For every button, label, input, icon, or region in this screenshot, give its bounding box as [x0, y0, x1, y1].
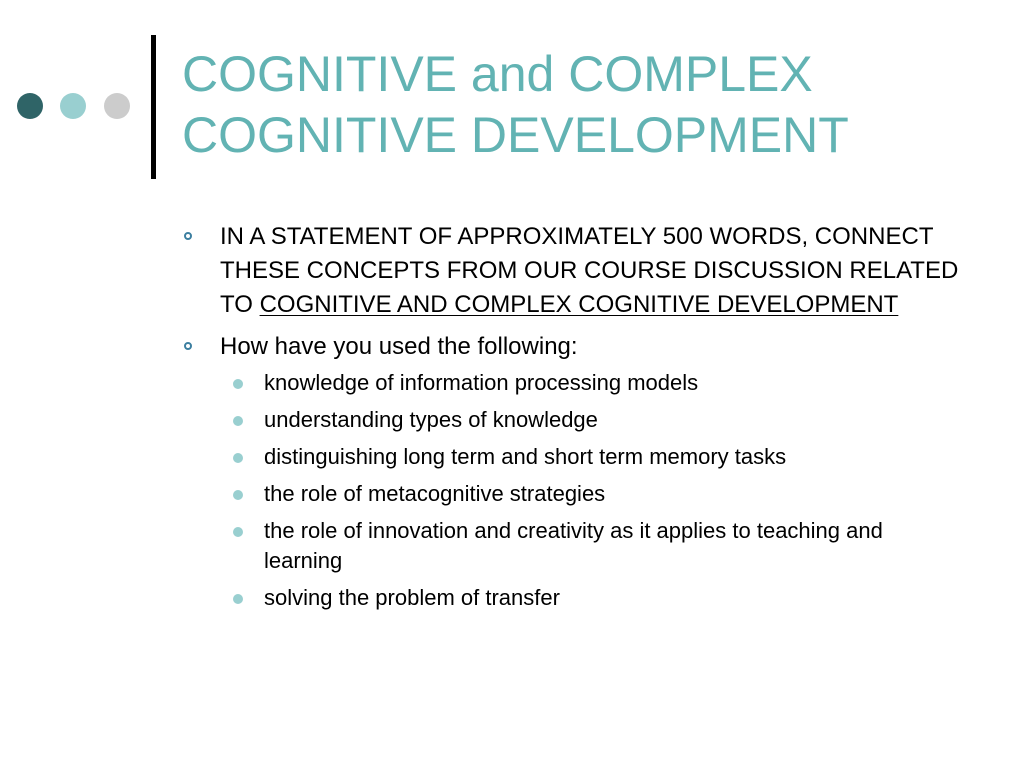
sub-bullet-text: understanding types of knowledge: [264, 407, 598, 432]
bullet-text: IN A STATEMENT OF APPROXIMATELY 500 WORDS, CONNECT THESE CONCEPTS FROM OUR COURSE DISCUSSION RELATED TO: [220, 223, 959, 318]
dot-bullet-icon: [233, 490, 243, 500]
dot-bullet-icon: [233, 379, 243, 389]
dot-bullet-icon: [233, 527, 243, 537]
grey-dot-icon: [104, 93, 130, 119]
sub-bullet-item: [182, 479, 962, 509]
sub-bullet-item: [182, 583, 962, 613]
sub-bullet-item: [182, 405, 962, 435]
bullet-text: How have you used the following:: [220, 333, 578, 360]
light-teal-dot-icon: [60, 93, 86, 119]
bullet-item: [182, 330, 962, 364]
title-divider: [151, 35, 156, 179]
sub-bullet-list: [182, 368, 962, 613]
sub-bullet-item: [182, 442, 962, 472]
dot-bullet-icon: [233, 453, 243, 463]
ring-bullet-icon: [184, 232, 192, 240]
sub-bullet-text: solving the problem of transfer: [264, 585, 560, 610]
slide-title-line-1: COGNITIVE and COMPLEX: [182, 46, 813, 102]
bullet-underlined-text: COGNITIVE AND COMPLEX COGNITIVE DEVELOPMENT: [259, 291, 899, 318]
slide-title: [182, 44, 1002, 166]
ring-bullet-icon: [184, 342, 192, 350]
sub-bullet-text: the role of metacognitive strategies: [264, 481, 606, 506]
sub-bullet-item: [182, 368, 962, 398]
slide-content: [182, 220, 962, 620]
dark-teal-dot-icon: [17, 93, 43, 119]
sub-bullet-text: distinguishing long term and short term memory tasks: [264, 444, 787, 469]
dot-bullet-icon: [233, 416, 243, 426]
sub-bullet-item: [182, 516, 962, 576]
sub-bullet-text: knowledge of information processing models: [264, 370, 699, 395]
bullet-item: [182, 220, 962, 322]
dot-bullet-icon: [233, 594, 243, 604]
sub-bullet-text: the role of innovation and creativity as it applies to teaching and learning: [264, 518, 883, 573]
slide-title-line-2: COGNITIVE DEVELOPMENT: [182, 107, 849, 163]
